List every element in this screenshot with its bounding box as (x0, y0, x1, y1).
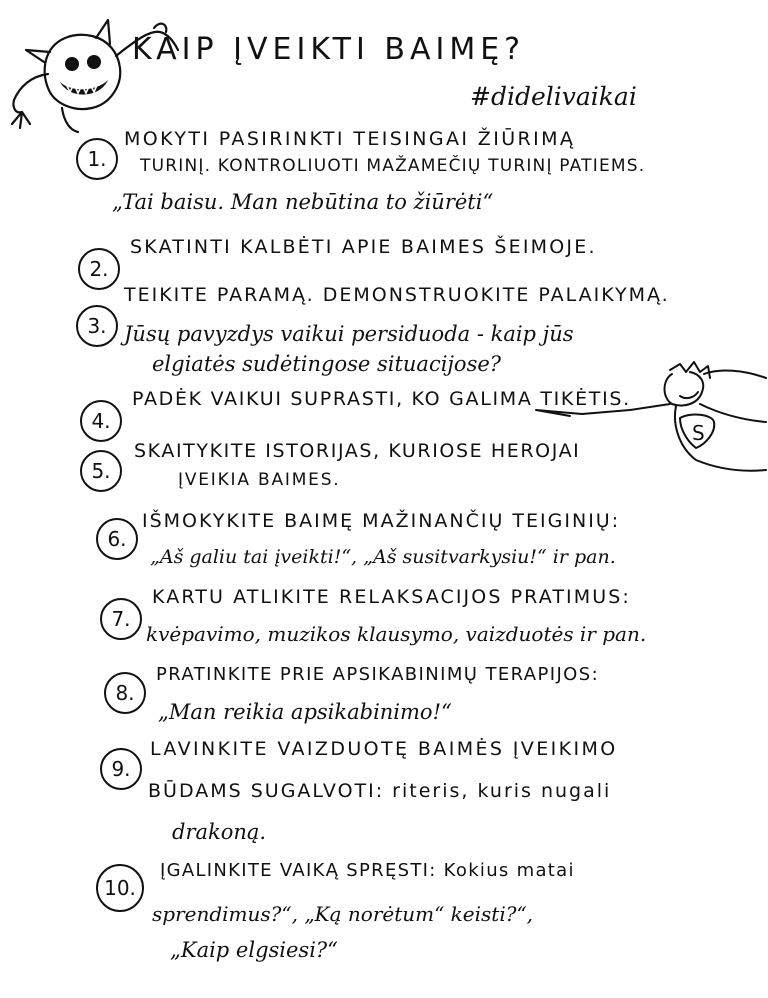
tip-5-line-2: ĮVEIKIA BAIMES. (178, 470, 341, 490)
tip-9-line-1: LAVINKITE VAIZDUOTĘ BAIMĖS ĮVEIKIMO (150, 738, 618, 760)
tip-1-line-2: TURINĮ. KONTROLIUOTI MAŽAMEČIŲ TURINĮ PATIEMS. (140, 156, 646, 176)
tip-6-line-2: „Aš galiu tai įveikti!“, „Aš susitvarkysiu!“ ir pan. (150, 546, 616, 568)
tip-6-number: 6. (96, 518, 138, 560)
tip-9-number: 9. (100, 748, 142, 790)
tip-5-number: 5. (80, 450, 122, 492)
tip-10-line-2: sprendimus?“, „Ką norėtum“ keisti?“, (152, 902, 534, 926)
tip-2-number: 2. (78, 248, 120, 290)
tip-7-line-1: KARTU ATLIKITE RELAKSACIJOS PRATIMUS: (152, 586, 631, 608)
page-title: KAIP ĮVEIKTI BAIMĘ? (132, 32, 526, 67)
tip-8-line-1: PRATINKITE PRIE APSIKABINIMŲ TERAPIJOS: (156, 664, 600, 685)
tip-4-line-1: PADĖK VAIKUI SUPRASTI, KO GALIMA TIKĖTIS. (132, 388, 631, 410)
tip-3-number: 3. (76, 305, 118, 347)
tip-7-line-2: kvėpavimo, muzikos klausymo, vaizduotės ir pan. (146, 622, 647, 646)
hashtag: #didelivaikai (470, 82, 637, 111)
tip-9-line-2: BŪDAMS SUGALVOTI: riteris, kuris nugali (148, 780, 612, 802)
tip-9-line-3: drakoną. (172, 820, 267, 844)
tip-5-line-1: SKAITYKITE ISTORIJAS, KURIOSE HEROJAI (134, 440, 581, 462)
tip-3-line-2: Jūsų pavyzdys vaikui persiduoda - kaip jūs (124, 322, 574, 346)
tip-4-number: 4. (80, 400, 122, 442)
tip-2-line-1: SKATINTI KALBĖTI APIE BAIMES ŠEIMOJE. (130, 236, 597, 258)
tip-6-line-1: IŠMOKYKITE BAIMĘ MAŽINANČIŲ TEIGINIŲ: (142, 510, 621, 532)
tip-10-number: 10. (96, 864, 144, 912)
tip-10-line-1: ĮGALINKITE VAIKĄ SPRĘSTI: Kokius matai (160, 860, 575, 881)
hero-badge-letter: S (692, 421, 705, 445)
tip-10-line-3: „Kaip elgsiesi?“ (170, 938, 338, 962)
superhero-doodle-icon (530, 360, 768, 490)
tip-3-line-1: TEIKITE PARAMĄ. DEMONSTRUOKITE PALAIKYMĄ. (124, 284, 670, 306)
tip-1-number: 1. (76, 138, 118, 180)
tip-8-number: 8. (104, 672, 146, 714)
tip-1-line-3: „Tai baisu. Man nebūtina to žiūrėti“ (112, 190, 494, 214)
tip-1-line-1: MOKYTI PASIRINKTI TEISINGAI ŽIŪRIMĄ (124, 128, 576, 150)
tip-8-line-2: „Man reikia apsikabinimo!“ (158, 700, 452, 724)
tip-3-line-3: elgiatės sudėtingose situacijose? (152, 352, 502, 376)
tip-7-number: 7. (100, 598, 142, 640)
